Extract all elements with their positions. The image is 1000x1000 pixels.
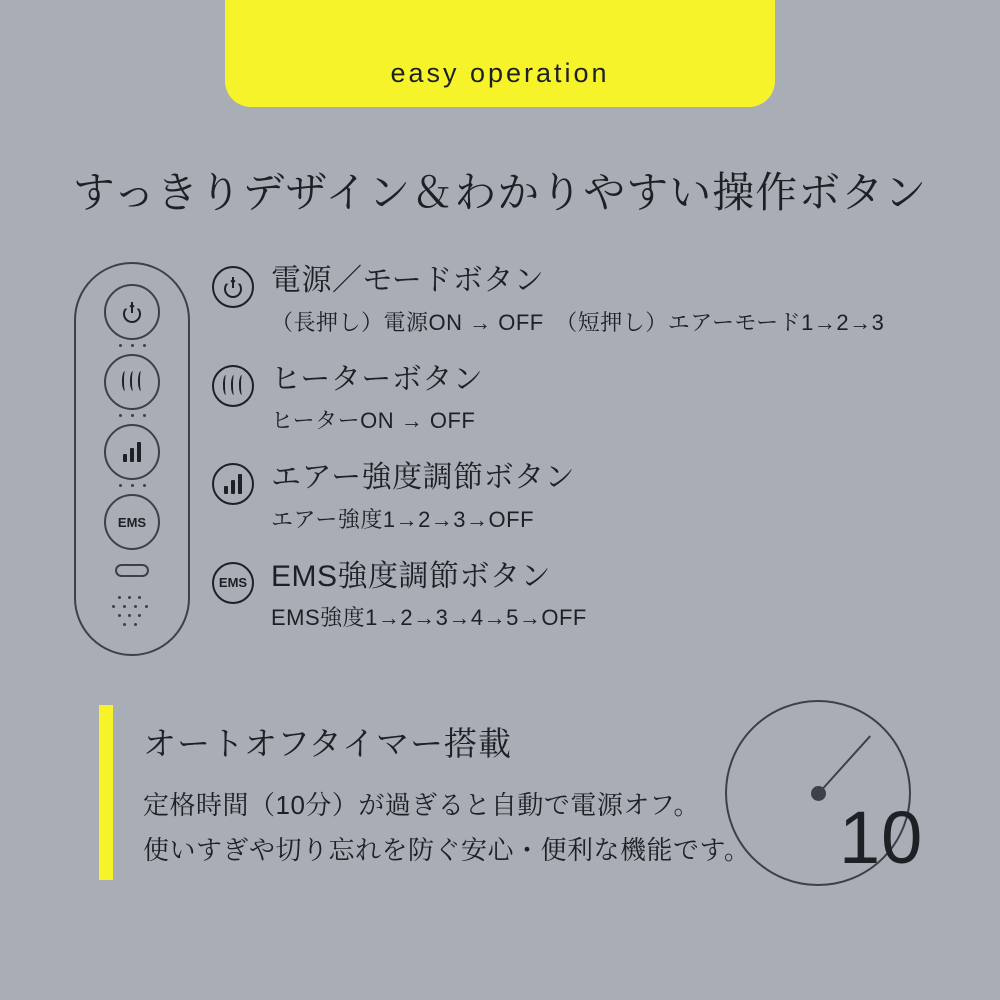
remote-power-button <box>104 284 160 340</box>
remote-indicator-dots <box>104 414 160 417</box>
button-feature-list <box>212 262 972 656</box>
list-item <box>212 361 972 436</box>
feature-description: ヒーターON → OFF <box>271 408 476 433</box>
list-item <box>212 459 972 534</box>
remote-illustration <box>74 262 190 656</box>
air-level-icon-badge <box>212 463 254 505</box>
timer-description-line2: 使いすぎや切り忘れを防ぐ安心・便利な機能です。 <box>143 835 751 865</box>
timer-gauge-illustration <box>725 700 925 900</box>
heater-icon <box>221 375 245 397</box>
timer-description-line1: 定格時間（10分）が過ぎると自動で電源オフ。 <box>143 790 701 820</box>
remote-indicator-dots <box>104 484 160 487</box>
list-item <box>212 262 972 337</box>
remote-indicator-dots <box>104 344 160 347</box>
feature-title: ヒーターボタン <box>271 362 484 396</box>
power-icon-badge <box>212 266 254 308</box>
ems-icon-badge <box>212 562 254 604</box>
remote-ems-button <box>104 494 160 550</box>
banner-label: easy operation <box>390 58 610 88</box>
gauge-value: 10 <box>839 796 924 879</box>
heater-icon-badge <box>212 365 254 407</box>
ems-icon: EMS <box>218 575 248 590</box>
gauge-hub-icon <box>811 786 826 801</box>
feature-description: エアー強度1→2→3→OFF <box>271 506 535 532</box>
remote-heater-button <box>104 354 160 410</box>
timer-accent-bar <box>99 705 113 880</box>
power-icon <box>122 302 142 322</box>
list-item <box>212 558 972 633</box>
air-level-icon <box>224 474 242 494</box>
feature-title: エアー強度調節ボタン <box>271 461 576 494</box>
timer-title: オートオフタイマー搭載 <box>143 725 513 762</box>
remote-air-level-button <box>104 424 160 480</box>
heater-icon <box>120 371 144 393</box>
remote-speaker-grill <box>104 594 160 634</box>
feature-title: EMS強度調節ボタン <box>271 559 552 593</box>
page-title: すっきりデザイン＆わかりやすい操作ボタン <box>72 169 928 216</box>
feature-description: （長押し）電源ON → OFF （短押し）エアーモード1→2→3 <box>271 309 885 335</box>
power-icon <box>223 277 243 297</box>
feature-description: EMS強度1→2→3→4→5→OFF <box>271 605 587 630</box>
air-level-icon <box>123 442 141 462</box>
feature-title: 電源／モードボタン <box>271 264 545 297</box>
easy-operation-banner <box>225 0 775 107</box>
ems-icon: EMS <box>117 514 147 530</box>
remote-clip-slot <box>115 564 149 577</box>
